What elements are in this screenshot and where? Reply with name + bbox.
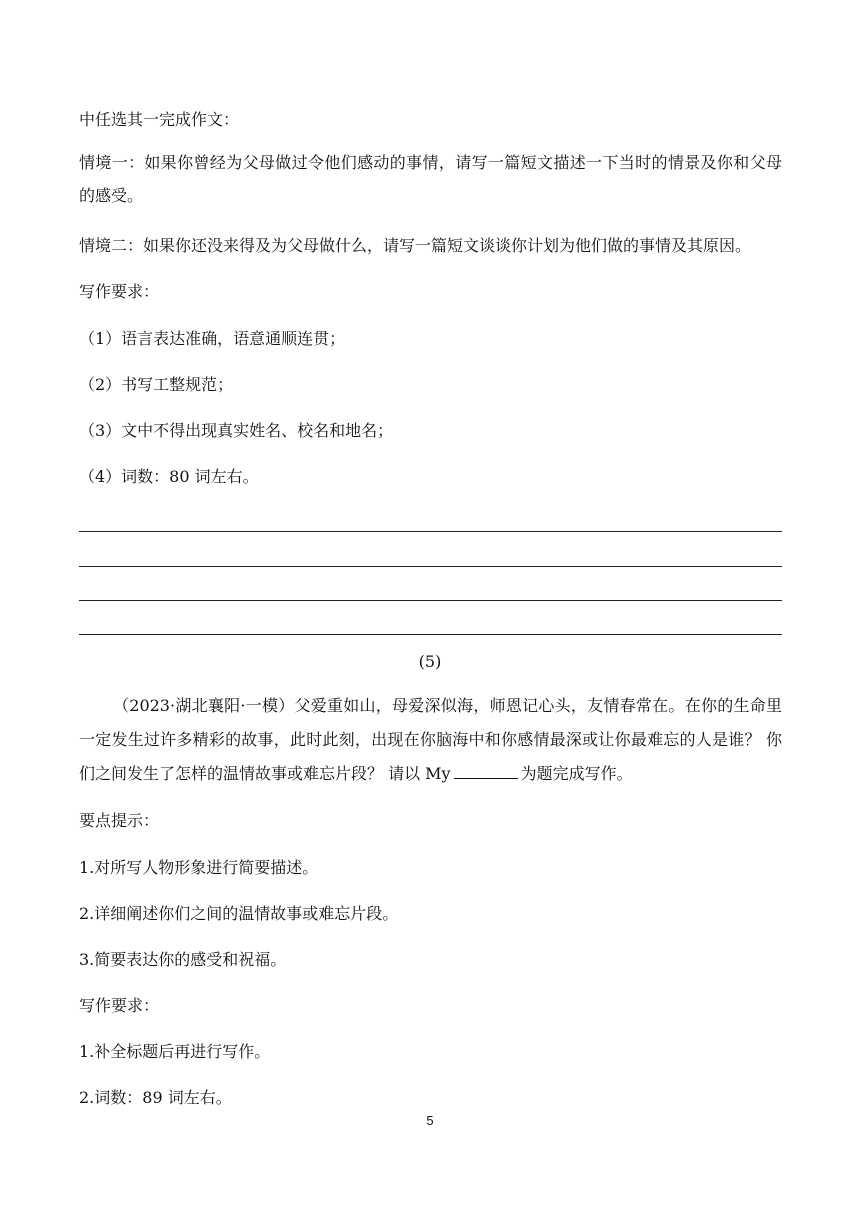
title-blank[interactable] [454, 764, 518, 779]
requirement-2-2: 2.词数：89 词左右。 [79, 1088, 232, 1107]
answer-line-2[interactable] [79, 566, 782, 567]
essay-prompt [79, 689, 782, 791]
requirement-4: （4）词数：80 词左右。 [79, 467, 259, 486]
requirement-1: （1）语言表达准确，语意通顺连贯； [79, 329, 346, 348]
tips-heading: 要点提示： [79, 811, 160, 830]
intro-line: 中任选其一完成作文： [79, 110, 240, 129]
requirement-2-1: 1.补全标题后再进行写作。 [79, 1042, 271, 1061]
scenario-two: 情境二：如果你还没来得及为父母做什么，请写一篇短文谈谈你计划为他们做的事情及其原因。 [79, 236, 752, 255]
tip-2: 2.详细阐述你们之间的温情故事或难忘片段。 [79, 904, 399, 923]
requirement-3: （3）文中不得出现真实姓名、校名和地名； [79, 421, 394, 440]
page-number: 5 [426, 1113, 434, 1128]
writing-requirements-heading-2: 写作要求： [79, 996, 160, 1015]
scenario-one: 情境一：如果你曾经为父母做过令他们感动的事情，请写一篇短文描述一下当时的情景及你和父母的感受。 [79, 153, 782, 205]
writing-requirements-heading: 写作要求： [79, 282, 160, 301]
tip-3: 3.简要表达你的感受和祝福。 [79, 950, 287, 969]
answer-line-3[interactable] [79, 600, 782, 601]
answer-line-4[interactable] [79, 634, 782, 635]
prompt-text: （2023·湖北襄阳·一模）父爱重如山，母爱深似海，师恩记心头，友情春常在。在你的生命里一定发生过许多精彩的故事，此时此刻，出现在你脑海中和你感情最深或让你最难忘的人是谁？ 你们之间发生了怎样的温情故事或难忘片段？ 请以 My [79, 696, 782, 783]
tip-1: 1.对所写人物形象进行简要描述。 [79, 858, 319, 877]
question-number: (5) [418, 652, 442, 671]
answer-line-1[interactable] [79, 531, 782, 532]
prompt-text-end: 为题完成写作。 [520, 764, 633, 783]
requirement-2: （2）书写工整规范； [79, 375, 234, 394]
